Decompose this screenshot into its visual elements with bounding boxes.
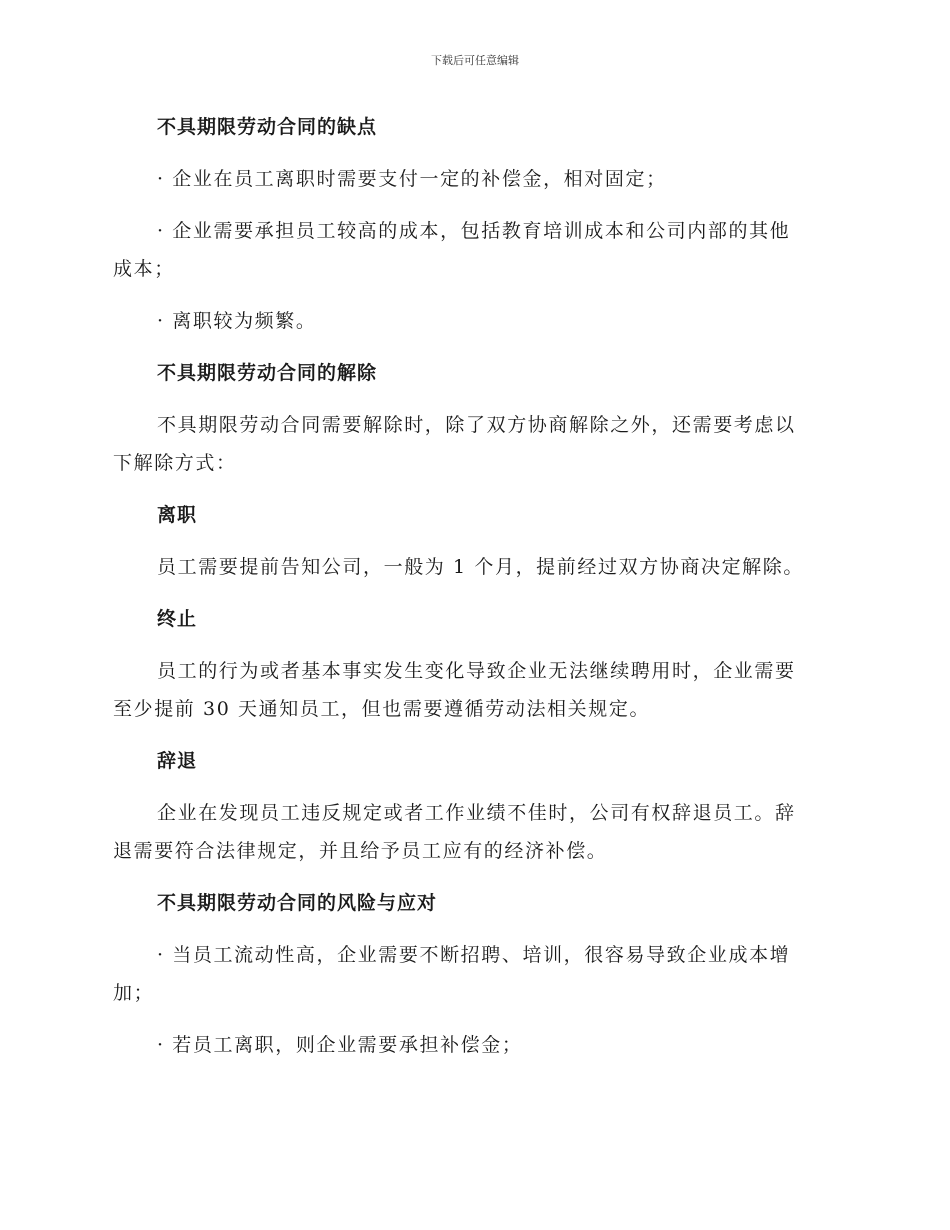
page-header: 下载后可任意编辑 — [431, 54, 519, 67]
body-paragraph — [113, 652, 833, 728]
text-line: 退需要符合法律规定，并且给予员工应有的经济补偿。 — [113, 840, 608, 862]
subheading-resignation: 离职 — [157, 504, 198, 526]
text-line: · 当员工流动性高，企业需要不断招聘、培训，很容易导致企业成本增 — [157, 944, 791, 966]
body-paragraph — [113, 794, 833, 870]
text-line: · 离职较为频繁。 — [157, 310, 317, 332]
text-line: 员工的行为或者基本事实发生变化导致企业无法继续聘用时，企业需要 — [157, 660, 796, 682]
body-paragraph — [113, 548, 833, 586]
bullet-paragraph — [113, 1026, 833, 1064]
text-line: 员工需要提前告知公司，一般为 1 个月，提前经过双方协商决定解除。 — [157, 556, 804, 578]
text-line: 加； — [113, 982, 155, 1004]
section-heading-disadvantages: 不具期限劳动合同的缺点 — [157, 116, 378, 138]
subheading-dismissal: 辞退 — [157, 750, 198, 772]
bullet-paragraph — [113, 936, 833, 1012]
text-line: 成本； — [113, 258, 175, 280]
bullet-paragraph — [113, 212, 833, 288]
body-paragraph — [113, 406, 833, 482]
text-line: 下解除方式： — [113, 452, 237, 474]
bullet-paragraph — [113, 160, 833, 198]
bullet-paragraph — [113, 302, 833, 340]
text-line: · 企业在员工离职时需要支付一定的补偿金，相对固定； — [157, 168, 667, 190]
subheading-end: 终止 — [157, 608, 198, 630]
text-line: 不具期限劳动合同需要解除时，除了双方协商解除之外，还需要考虑以 — [157, 414, 796, 436]
document-body — [113, 108, 833, 1078]
text-line: · 企业需要承担员工较高的成本，包括教育培训成本和公司内部的其他 — [157, 220, 791, 242]
text-line: · 若员工离职，则企业需要承担补偿金； — [157, 1034, 523, 1056]
section-heading-risks: 不具期限劳动合同的风险与应对 — [157, 892, 438, 914]
text-line: 至少提前 30 天通知员工，但也需要遵循劳动法相关规定。 — [113, 698, 651, 720]
section-heading-termination: 不具期限劳动合同的解除 — [157, 362, 378, 384]
text-line: 企业在发现员工违反规定或者工作业绩不佳时，公司有权辞退员工。辞 — [157, 802, 796, 824]
